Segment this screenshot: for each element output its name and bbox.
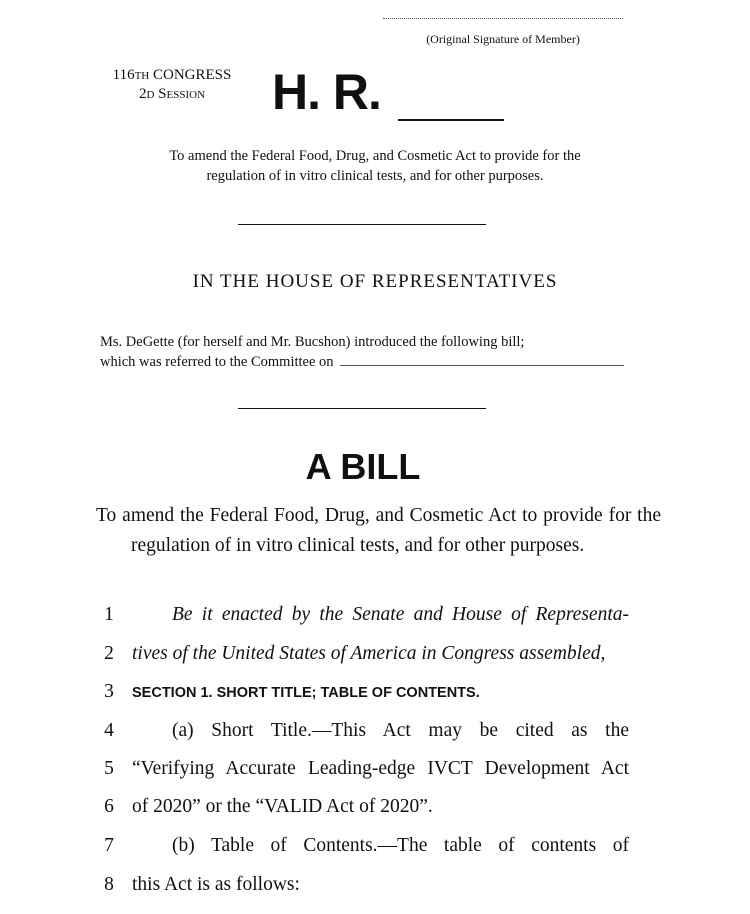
signature-caption: (Original Signature of Member) [426, 32, 580, 46]
introduction-line-2-row [100, 352, 624, 372]
enacting-clause-line-2: tives of the United States of America in Congress assembled, [132, 643, 606, 664]
short-title-line-2: “Verifying Accurate Leading-edge IVCT Development Act [132, 758, 629, 779]
line-number: 4 [104, 720, 114, 741]
bill-type: H. R. [272, 64, 381, 120]
committee-blank [340, 353, 624, 366]
section-heading: SECTION 1. SHORT TITLE; TABLE OF CONTENTS. [132, 685, 480, 701]
line-number: 1 [104, 604, 114, 625]
enacting-clause-line-1: Be it enacted by the Senate and House of Representa- [172, 604, 629, 625]
line-number: 2 [104, 643, 114, 664]
line-number: 7 [104, 835, 114, 856]
short-purpose-line-1: To amend the Federal Food, Drug, and Cosmetic Act to provide for the [169, 148, 581, 164]
bill-number-blank [398, 119, 504, 121]
congress-session-block [92, 66, 252, 104]
introduction [100, 332, 624, 372]
introduction-line-2: which was referred to the Committee on [100, 354, 334, 370]
short-purpose-line-2: regulation of in vitro clinical tests, and for other purposes. [206, 167, 544, 184]
long-title: To amend the Federal Food, Drug, and Cosmetic Act to provide for the regulation of in vitro clinical tests, and for other purposes. [96, 505, 661, 556]
divider-rule-2 [238, 408, 486, 409]
session-label: 2d Session [138, 86, 206, 102]
divider-rule-1 [238, 224, 486, 225]
chamber-heading: IN THE HOUSE OF REPRESENTATIVES [192, 271, 558, 292]
bill-heading: A BILL [305, 446, 421, 487]
line-number: 8 [104, 874, 114, 895]
short-title-line-1: (a) Short Title.—This Act may be cited as the [172, 720, 629, 741]
short-title-line-3: of 2020” or the “VALID Act of 2020”. [132, 796, 433, 817]
short-purpose [110, 147, 640, 186]
line-number: 3 [104, 681, 114, 702]
signature-line [383, 8, 623, 19]
line-number: 5 [104, 758, 114, 779]
toc-line-2: this Act is as follows: [132, 874, 300, 895]
congress-label: 116th CONGRESS [112, 67, 232, 83]
toc-line-1: (b) Table of Contents.—The table of contents of [172, 835, 629, 856]
introduction-line-1: Ms. DeGette (for herself and Mr. Bucshon) introduced the following bill; [100, 334, 525, 350]
line-number: 6 [104, 796, 114, 817]
